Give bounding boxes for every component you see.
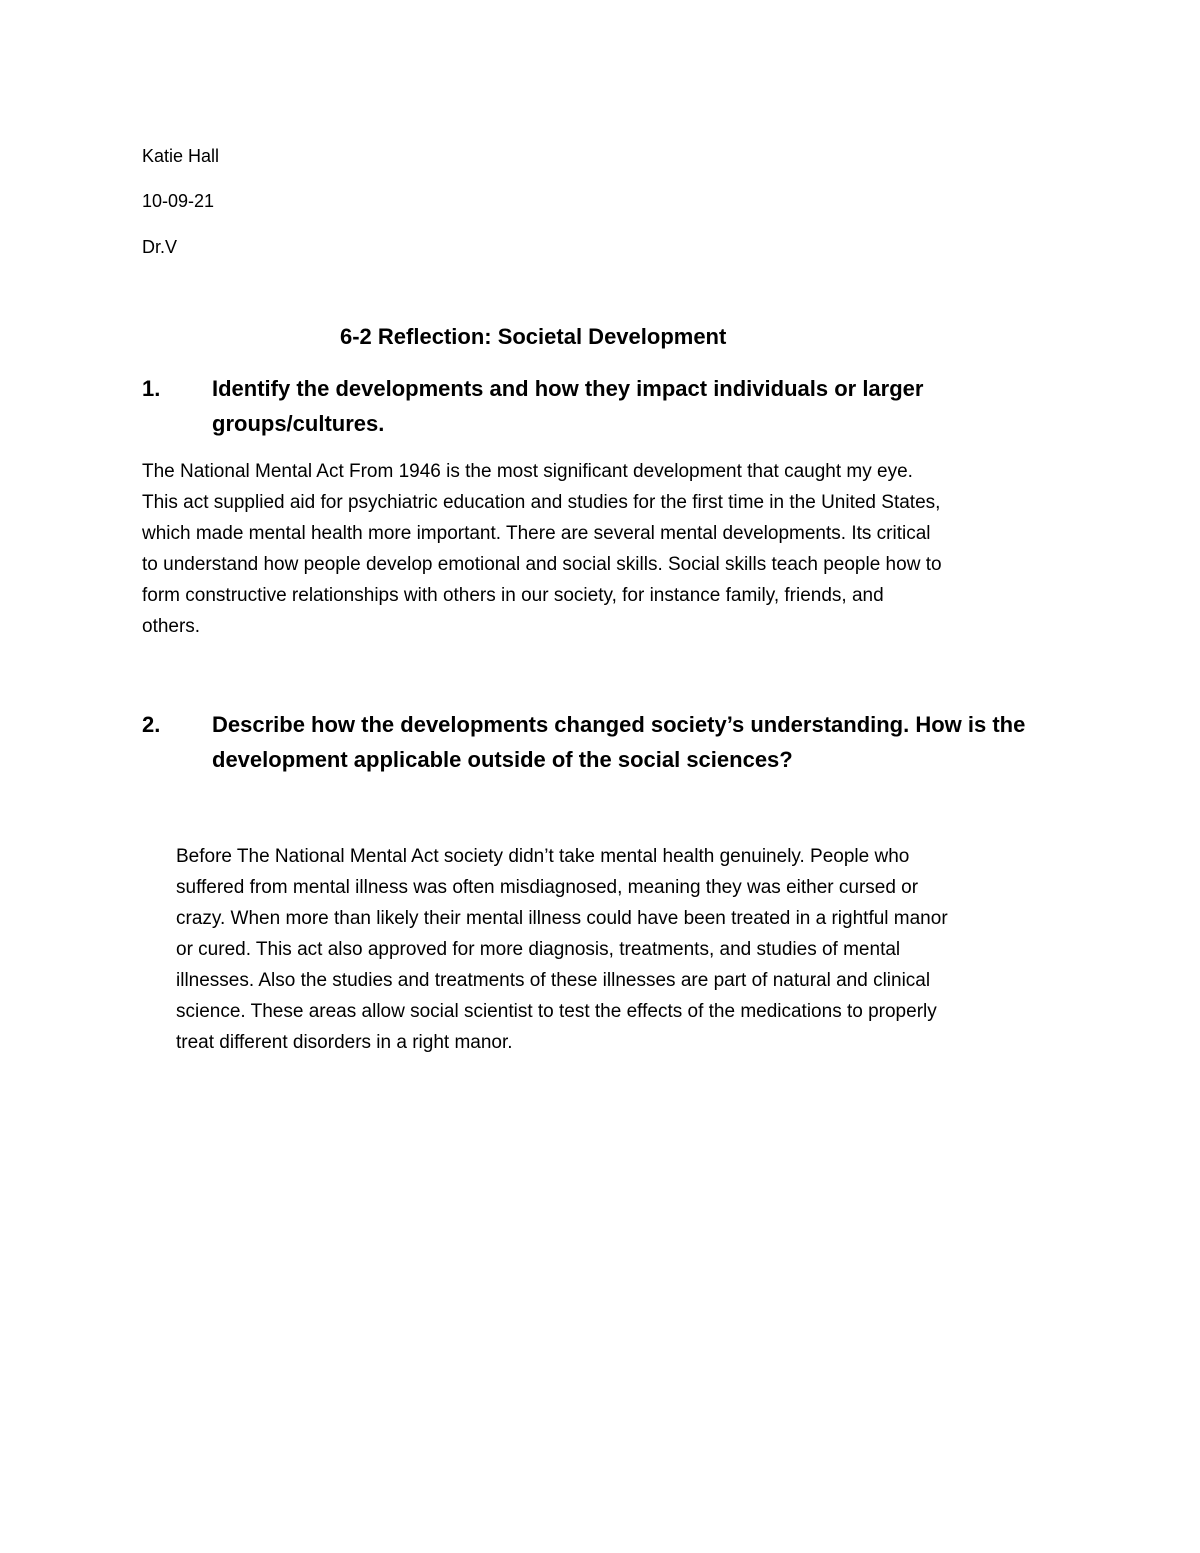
answer-1-line: The National Mental Act From 1946 is the most significant development that caught my eye. bbox=[142, 461, 913, 482]
answer-1-line: This act supplied aid for psychiatric education and studies for the first time in the United States, bbox=[142, 492, 941, 513]
question-1 bbox=[142, 371, 1042, 441]
answer-1-line: form constructive relationships with others in our society, for instance family, friends, and bbox=[142, 585, 884, 606]
answer-1-line: which made mental health more important. There are several mental developments. Its critical bbox=[142, 523, 931, 544]
document-title: 6-2 Reflection: Societal Development bbox=[340, 324, 727, 349]
question-1-number: 1. bbox=[142, 376, 161, 401]
answer-2-line: or cured. This act also approved for more diagnosis, treatments, and studies of mental bbox=[176, 939, 901, 960]
question-2-text: Describe how the developments changed society’s understanding. How is the development applicable outside of the social sciences? bbox=[212, 712, 1026, 772]
answer-2-line: science. These areas allow social scientist to test the effects of the medications to properly bbox=[176, 1001, 937, 1022]
answer-2-line: illnesses. Also the studies and treatments of these illnesses are part of natural and clinical bbox=[176, 970, 931, 991]
question-2 bbox=[142, 707, 1062, 777]
question-1-text: Identify the developments and how they impact individuals or larger groups/cultures. bbox=[212, 376, 924, 436]
instructor-name: Dr.V bbox=[142, 237, 178, 257]
question-2-number: 2. bbox=[142, 712, 161, 737]
document-date: 10-09-21 bbox=[142, 191, 215, 211]
answer-2 bbox=[176, 841, 1071, 1058]
answer-2-line: crazy. When more than likely their mental illness could have been treated in a rightful manor bbox=[176, 908, 948, 929]
answer-1-line: others. bbox=[142, 616, 201, 637]
answer-2-line: Before The National Mental Act society didn’t take mental health genuinely. People who bbox=[176, 846, 910, 867]
answer-1 bbox=[142, 456, 1062, 642]
answer-2-line: treat different disorders in a right manor. bbox=[176, 1032, 513, 1053]
author-name: Katie Hall bbox=[142, 146, 220, 166]
answer-2-line: suffered from mental illness was often misdiagnosed, meaning they was either cursed or bbox=[176, 877, 919, 898]
answer-1-line: to understand how people develop emotional and social skills. Social skills teach people how to bbox=[142, 554, 942, 575]
